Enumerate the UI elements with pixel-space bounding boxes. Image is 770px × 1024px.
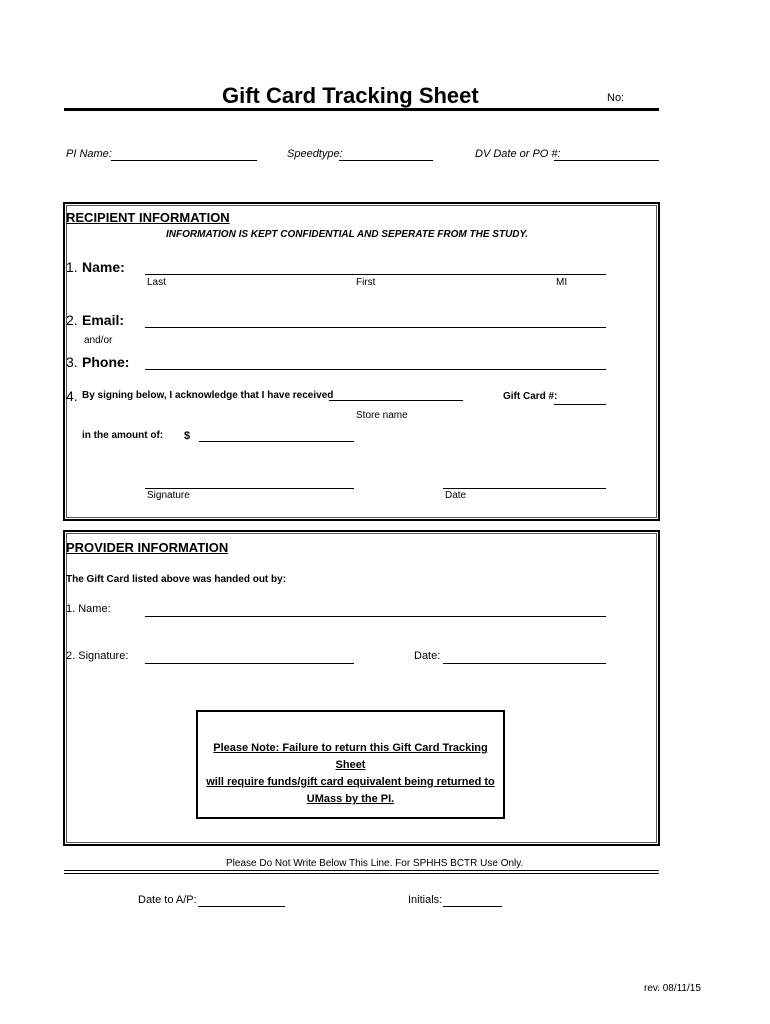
provider-name-field[interactable] [145, 616, 606, 617]
recipient-section [63, 202, 660, 521]
provider-signature-field[interactable] [145, 663, 354, 664]
name-label: Name: [82, 259, 125, 275]
provider-signature-label: 2. Signature: [66, 650, 129, 662]
footer-rule-1 [64, 870, 659, 871]
provider-name-label: 1. Name: [66, 603, 111, 615]
name-number: 1. [66, 259, 78, 275]
dv-date-label: DV Date or PO #: [475, 148, 561, 160]
dv-date-field[interactable] [554, 160, 659, 161]
email-label: Email: [82, 312, 125, 328]
date-caption: Date [445, 490, 467, 501]
phone-label: Phone: [82, 354, 130, 370]
store-name-caption: Store name [356, 410, 408, 421]
signature-caption: Signature [147, 490, 190, 501]
name-mi-caption: MI [556, 277, 568, 288]
speedtype-label: Speedtype: [287, 148, 343, 160]
note-line-1: Please Note: Failure to return this Gift Card Tracking Sheet [213, 742, 488, 771]
phone-number: 3. [66, 354, 78, 370]
page-title: Gift Card Tracking Sheet [222, 83, 479, 108]
confidential-note: INFORMATION IS KEPT CONFIDENTIAL AND SEPERATE FROM THE STUDY. [166, 229, 529, 240]
amount-label: in the amount of: [82, 430, 164, 441]
date-to-ap-field[interactable] [198, 906, 285, 907]
recipient-email-field[interactable] [145, 327, 606, 328]
amount-field[interactable] [199, 441, 354, 442]
gift-card-number-field[interactable] [554, 404, 606, 405]
initials-label: Initials: [408, 894, 443, 906]
number-label: No: [607, 92, 625, 104]
title-rule [64, 108, 659, 111]
ack-text: By signing below, I acknowledge that I have received [82, 390, 334, 401]
email-number: 2. [66, 312, 78, 328]
gift-card-label: Gift Card #: [503, 391, 558, 402]
pi-name-label: PI Name: [66, 148, 112, 160]
ack-number: 4. [66, 388, 78, 404]
speedtype-field[interactable] [339, 160, 433, 161]
recipient-phone-field[interactable] [145, 369, 606, 370]
do-not-write-text: Please Do Not Write Below This Line. For SPHHS BCTR Use Only. [226, 858, 524, 869]
revision-text: rev. 08/11/15 [644, 983, 701, 994]
store-name-field[interactable] [329, 400, 463, 401]
note-line-3: UMass by the PI. [306, 793, 395, 805]
recipient-date-field[interactable] [443, 488, 606, 489]
name-first-caption: First [356, 277, 376, 288]
handed-out-text: The Gift Card listed above was handed out by: [66, 574, 287, 585]
warning-note [196, 710, 505, 819]
provider-date-label: Date: [414, 650, 441, 662]
pi-name-field[interactable] [111, 160, 257, 161]
provider-heading: PROVIDER INFORMATION [66, 540, 229, 555]
footer-rule-2 [64, 873, 659, 874]
initials-field[interactable] [443, 906, 502, 907]
andor-text: and/or [84, 335, 113, 346]
dollar-sign: $ [184, 430, 191, 442]
recipient-signature-field[interactable] [145, 488, 354, 489]
name-last-caption: Last [147, 277, 166, 288]
note-line-2: will require funds/gift card equivalent being returned to [206, 776, 495, 788]
date-to-ap-label: Date to A/P: [138, 894, 197, 906]
provider-date-field[interactable] [443, 663, 606, 664]
recipient-name-field[interactable] [145, 274, 606, 275]
recipient-heading: RECIPIENT INFORMATION [66, 210, 230, 225]
